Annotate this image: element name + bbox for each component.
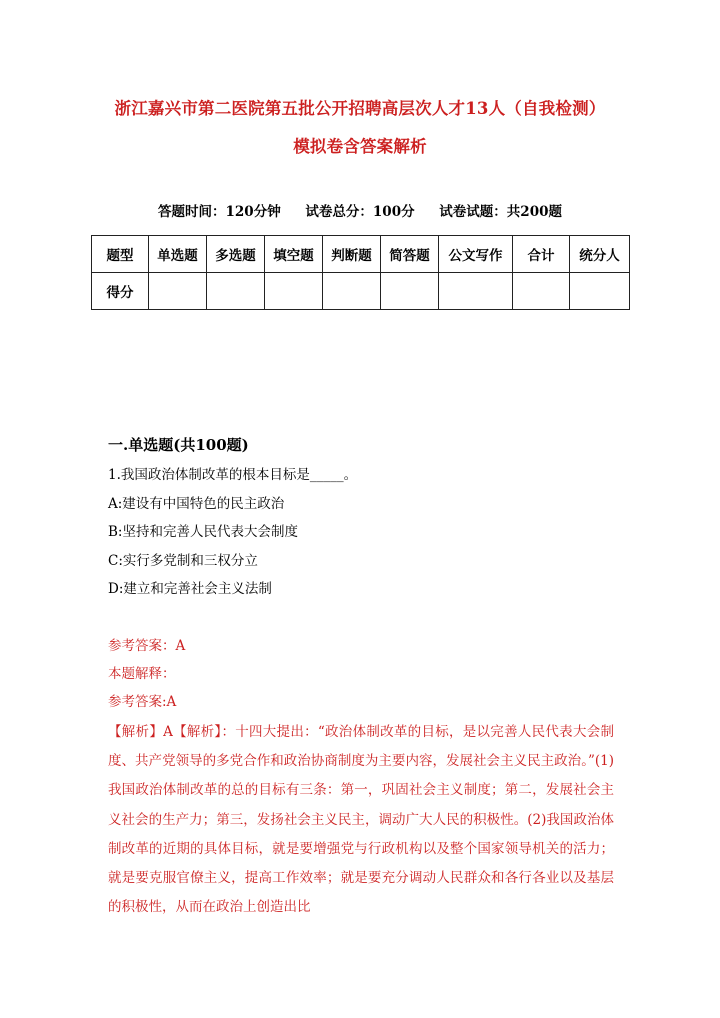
score-table-header: 公文写作 <box>439 236 513 273</box>
document-title: 浙江嘉兴市第二医院第五批公开招聘高层次人才13人（自我检测） <box>114 99 606 118</box>
score-table-header: 题型 <box>92 236 149 273</box>
score-cell <box>207 273 265 310</box>
score-table <box>91 235 630 310</box>
question-stem: 1.我国政治体制改革的根本目标是_____。 <box>108 467 358 483</box>
section-title: 一.单选题(共100题) <box>108 436 249 454</box>
explanation-text: 【解析】A【解析】：十四大提出：“政治体制改革的目标，是以完善人民代表大会制度、共产党领导的多党合作和政治协商制度为主要内容，发展社会主义民主政治。”(1)我国政治体制改革的总的目标有三条：第一，巩固社会主义制度；第二，发展社会主义社会的生产力；第三，发扬社会主义民主，调动广大人民的积极性。(2)我国政治体制改革的近期的具体目标，就是要增强党与行政机构以及整个国家领导机关的活力；就是要克服官僚主义，提高工作效率；就是要充分调动人民群众和各行各业以及基层的积极性，从而在政治上创造出比 <box>108 724 614 916</box>
score-row-label: 得分 <box>92 273 149 310</box>
score-cell <box>265 273 323 310</box>
score-table-header: 简答题 <box>381 236 439 273</box>
exam-total-score: 试卷总分：100分 <box>305 204 415 220</box>
score-cell <box>439 273 513 310</box>
reference-answer: 参考答案：A <box>108 638 186 654</box>
option-c: C:实行多党制和三权分立 <box>108 553 258 569</box>
score-table-header: 合计 <box>513 236 570 273</box>
score-table-header-row <box>92 236 630 273</box>
score-table-header: 多选题 <box>207 236 265 273</box>
exam-time: 答题时间：120分钟 <box>158 204 281 220</box>
score-cell <box>381 273 439 310</box>
score-table-header: 判断题 <box>323 236 381 273</box>
exam-info <box>0 200 720 220</box>
explanation-label: 本题解释： <box>108 666 176 682</box>
document-subtitle: 模拟卷含答案解析 <box>293 137 427 156</box>
score-table-score-row <box>92 273 630 310</box>
reference-answer-2: 参考答案:A <box>108 694 177 710</box>
option-d: D:建立和完善社会主义法制 <box>108 581 272 597</box>
score-cell <box>570 273 630 310</box>
score-cell <box>323 273 381 310</box>
exam-question-count: 试卷试题：共200题 <box>439 204 562 220</box>
score-table-header: 填空题 <box>265 236 323 273</box>
score-cell <box>149 273 207 310</box>
option-b: B:坚持和完善人民代表大会制度 <box>108 524 298 540</box>
option-a: A:建设有中国特色的民主政治 <box>108 496 285 512</box>
score-cell <box>513 273 570 310</box>
score-table-header: 统分人 <box>570 236 630 273</box>
score-table-header: 单选题 <box>149 236 207 273</box>
